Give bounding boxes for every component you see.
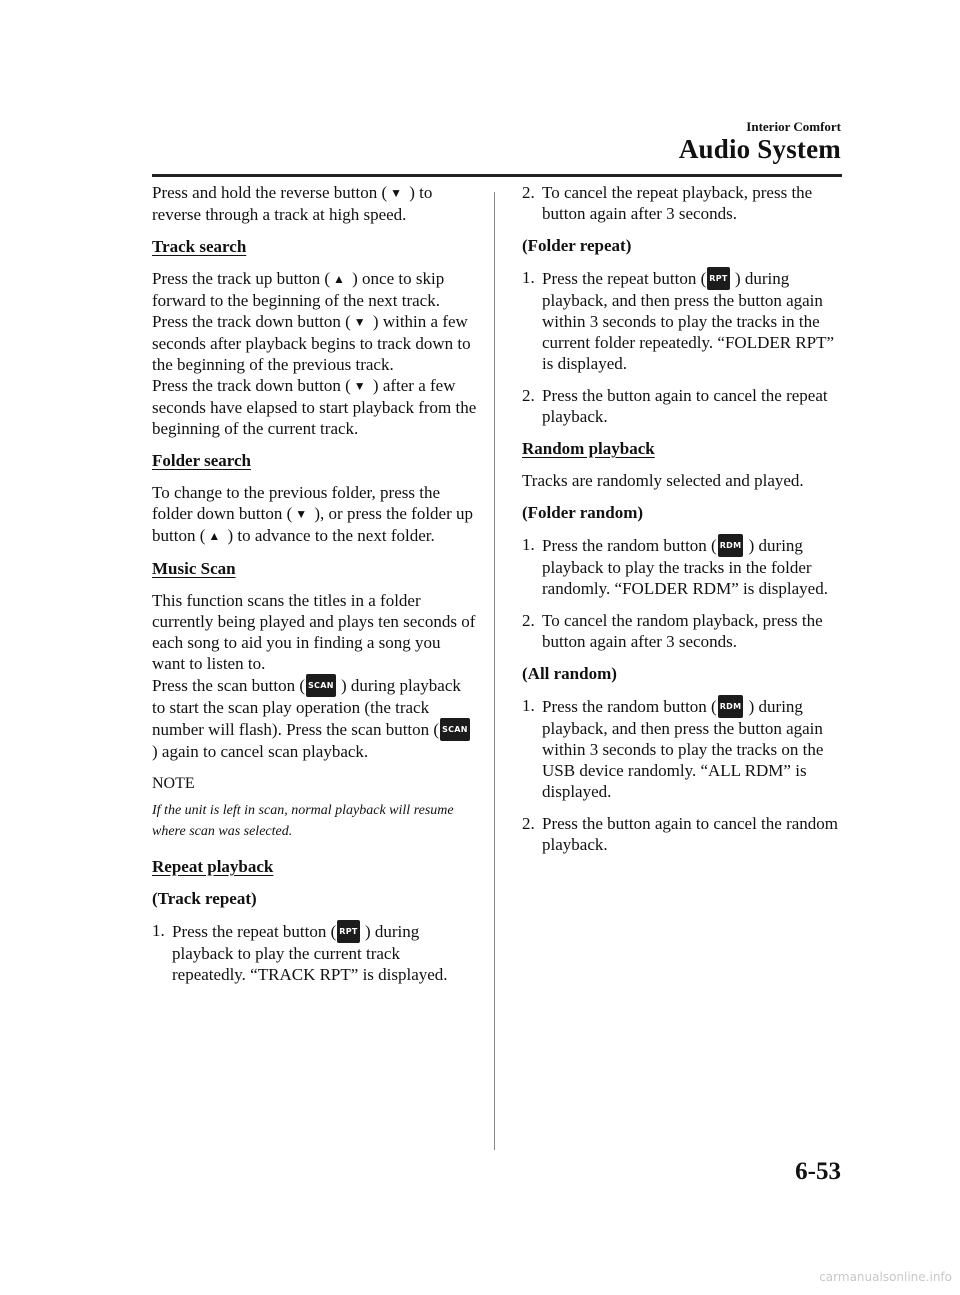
- header-rule: [152, 174, 842, 177]
- heading-track-search: Track search: [152, 237, 247, 256]
- note-label: NOTE: [152, 775, 195, 792]
- heading-repeat-playback: Repeat playback: [152, 857, 274, 876]
- random-button-icon: RDM: [718, 695, 744, 718]
- music-scan-paragraph: This function scans the titles in a folder currently being played and plays ten seconds of each song to aid you in finding a song you want to listen to.: [152, 591, 476, 673]
- subheading-folder-repeat: (Folder repeat): [522, 236, 632, 255]
- page-title: Audio System: [678, 134, 841, 164]
- list-item: [522, 610, 844, 652]
- random-paragraph: Tracks are randomly selected and played.: [522, 471, 804, 490]
- down-arrow-icon: ▼: [353, 315, 366, 329]
- subheading-track-repeat: (Track repeat): [152, 889, 257, 908]
- left-column: [152, 182, 477, 996]
- list-number: 1.: [522, 268, 535, 287]
- list-text: Press the random button ( RDM ) during playback to play the tracks in the folder randomly. “FOLDER RDM” is displayed.: [542, 536, 828, 598]
- heading-random-playback: Random playback: [522, 439, 655, 458]
- list-item: [152, 920, 477, 985]
- scan-button-icon: SCAN: [440, 718, 470, 741]
- list-text: Press the button again to cancel the repeat playback.: [542, 386, 828, 426]
- down-arrow-icon: ▼: [390, 186, 403, 200]
- repeat-button-icon: RPT: [337, 920, 359, 943]
- heading-folder-search: Folder search: [152, 451, 251, 470]
- list-text: Press the repeat button ( RPT ) during playback to play the current track repeatedly. “TRACK RPT” is displayed.: [172, 922, 448, 984]
- right-column: [522, 182, 844, 866]
- folder-search-paragraph: To change to the previous folder, press the folder down button ( ▼ ), or press the folder up button ( ▲ ) to advance to the next folder.: [152, 483, 473, 545]
- list-item: [522, 813, 844, 855]
- list-number: 1.: [522, 696, 535, 715]
- list-item: [522, 385, 844, 427]
- down-arrow-icon: ▼: [353, 379, 366, 393]
- list-item: [522, 695, 844, 802]
- list-text: To cancel the repeat playback, press the button again after 3 seconds.: [542, 183, 813, 223]
- random-button-icon: RDM: [718, 534, 744, 557]
- list-item: [522, 534, 844, 599]
- list-item: [522, 267, 844, 374]
- reverse-paragraph: Press and hold the reverse button ( ▼ ) to reverse through a track at high speed.: [152, 183, 433, 224]
- subheading-all-random: (All random): [522, 664, 617, 683]
- music-scan-paragraph: Press the scan button ( SCAN ) during playback to start the scan play operation (the track number will flash). Press the scan button ( SCAN ) again to cancel scan playback.: [152, 676, 468, 761]
- track-search-paragraph: Press the track up button ( ▲ ) once to skip forward to the beginning of the next track.: [152, 269, 445, 310]
- down-arrow-icon: ▼: [295, 507, 308, 521]
- page-number: 6-53: [795, 1158, 841, 1185]
- track-search-paragraph: Press the track down button ( ▼ ) within a few seconds after playback begins to track down to the beginning of the previous track.: [152, 312, 471, 374]
- list-text: Press the button again to cancel the random playback.: [542, 814, 838, 854]
- note-text: If the unit is left in scan, normal playback will resume where scan was selected.: [152, 803, 454, 839]
- up-arrow-icon: ▲: [333, 272, 345, 286]
- subheading-folder-random: (Folder random): [522, 503, 644, 522]
- track-search-paragraph: Press the track down button ( ▼ ) after a few seconds have elapsed to start playback from the beginning of the current track.: [152, 376, 477, 438]
- repeat-button-icon: RPT: [707, 267, 729, 290]
- heading-music-scan: Music Scan: [152, 559, 236, 578]
- list-item: [522, 182, 844, 224]
- list-number: 2.: [522, 386, 535, 405]
- section-label: Interior Comfort: [746, 119, 841, 134]
- list-number: 2.: [522, 183, 535, 202]
- list-text: Press the repeat button ( RPT ) during playback, and then press the button again within 3 seconds to play the tracks in the current folder repeatedly. “FOLDER RPT” is displayed.: [542, 269, 835, 373]
- list-number: 1.: [152, 921, 165, 940]
- list-number: 1.: [522, 535, 535, 554]
- list-number: 2.: [522, 611, 535, 630]
- column-divider: [494, 192, 495, 1150]
- watermark: carmanualsonline.info: [819, 1270, 952, 1284]
- up-arrow-icon: ▲: [208, 529, 221, 543]
- scan-button-icon: SCAN: [306, 674, 336, 697]
- list-number: 2.: [522, 814, 535, 833]
- list-text: To cancel the random playback, press the button again after 3 seconds.: [542, 611, 823, 651]
- list-text: Press the random button ( RDM ) during playback, and then press the button again within 3 seconds to play the tracks on the USB device randomly. “ALL RDM” is displayed.: [542, 697, 824, 801]
